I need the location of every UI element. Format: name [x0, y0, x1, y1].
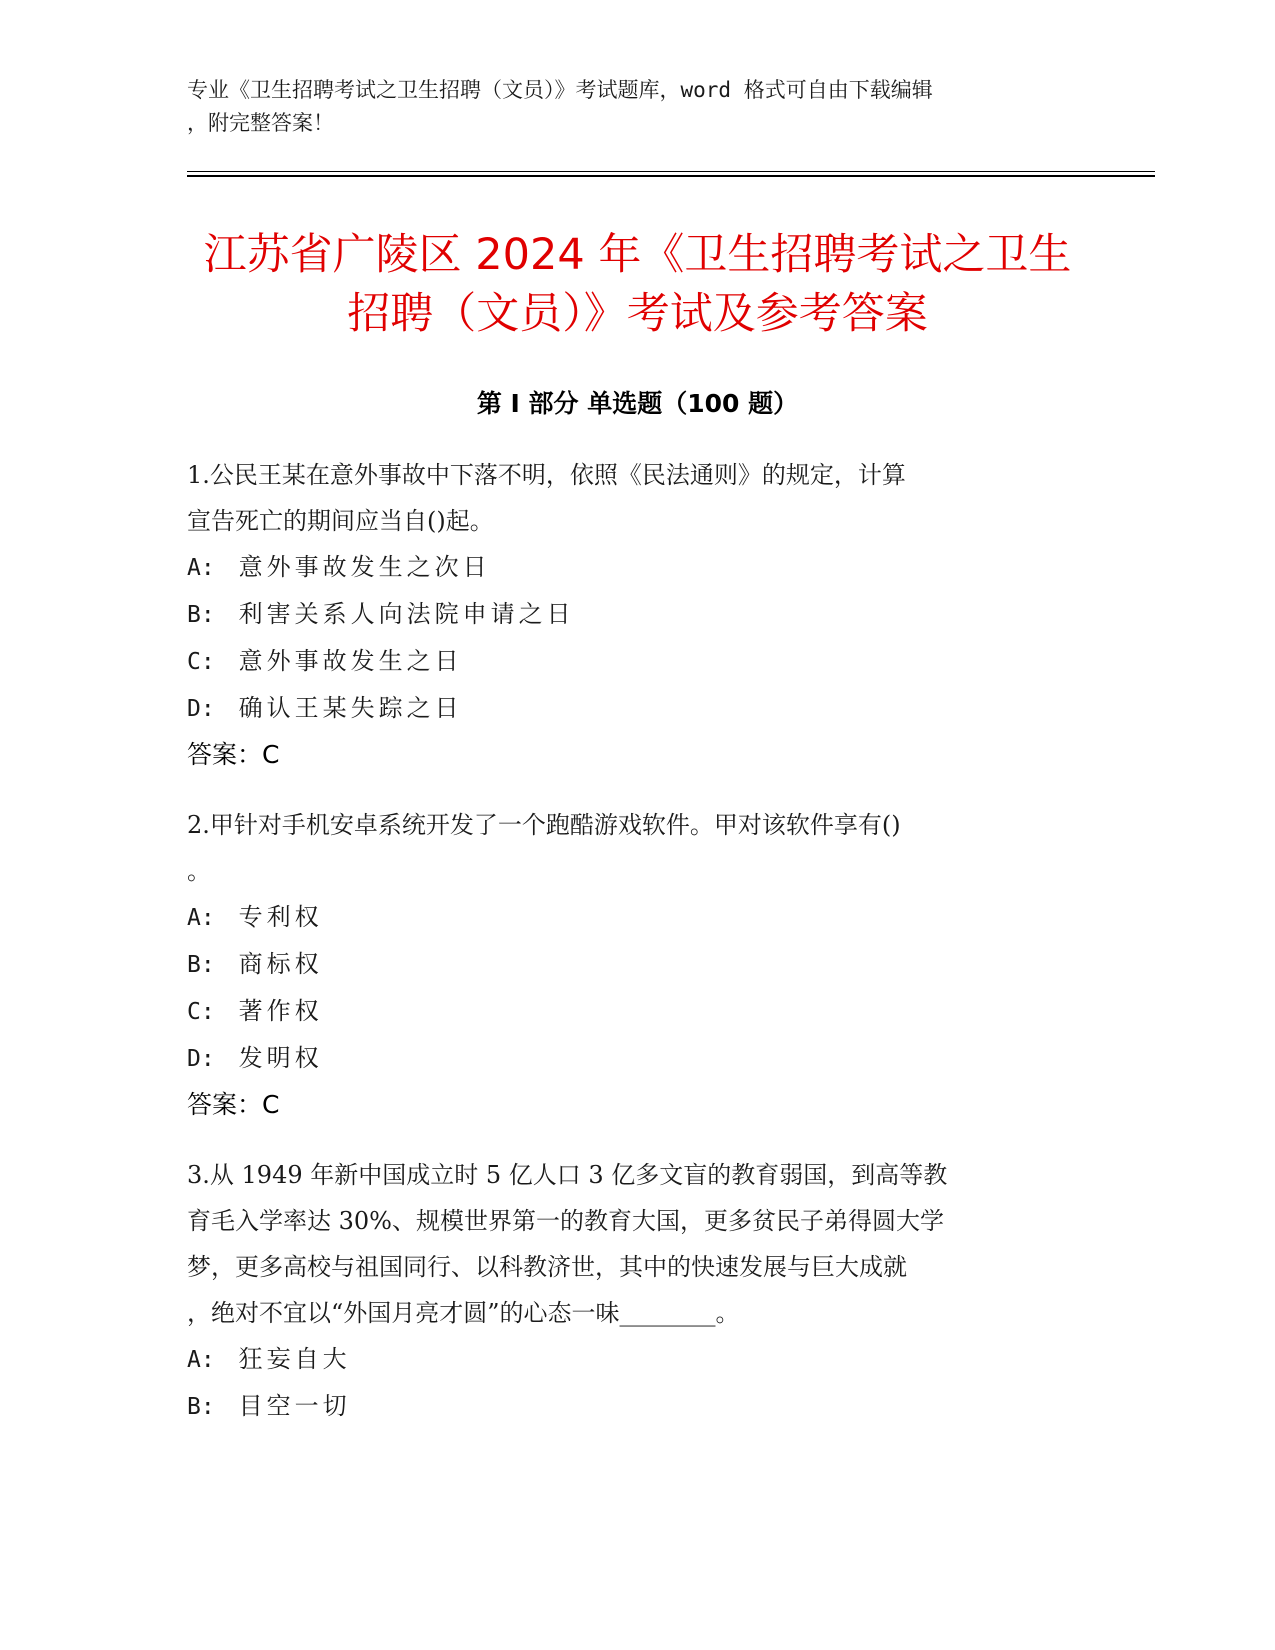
option-b [187, 941, 1082, 988]
option-text: 确认王某失踪之日 [238, 694, 463, 722]
question-stem [187, 452, 1082, 544]
question-stem-line: 1.公民王某在意外事故中下落不明，依照《民法通则》的规定，计算 [187, 461, 906, 489]
option-letter: D: [187, 696, 215, 722]
answer-line: 答案：C [187, 1090, 280, 1119]
question-stem-line: ，绝对不宜以“外国月亮才圆”的心态一味________。 [187, 1299, 740, 1327]
option-a [187, 1336, 1082, 1383]
question-stem-line: 梦，更多高校与祖国同行、以科教济世，其中的快速发展与巨大成就 [187, 1253, 907, 1281]
option-text: 专利权 [238, 903, 323, 931]
option-d [187, 685, 1082, 732]
option-text: 目空一切 [238, 1392, 351, 1420]
section-heading: 第 I 部分 单选题（100 题） [476, 389, 799, 418]
question-stem-line: 育毛入学率达 30%、规模世界第一的教育大国，更多贫民子弟得圆大学 [187, 1207, 944, 1235]
header-note-line-2: ，附完整答案！ [187, 111, 334, 135]
option-text: 利害关系人向法院申请之日 [238, 600, 575, 628]
option-a [187, 894, 1082, 941]
question-stem-line: 3.从 1949 年新中国成立时 5 亿人口 3 亿多文盲的教育弱国，到高等教 [187, 1161, 948, 1189]
option-text: 意外事故发生之日 [238, 647, 463, 675]
header-note [187, 74, 1067, 140]
option-letter: A: [187, 1347, 215, 1373]
question-2 [187, 802, 1082, 1128]
document-title-line-1: 江苏省广陵区 2024 年《卫生招聘考试之卫生 [203, 230, 1072, 280]
question-stem-line: 2.甲针对手机安卓系统开发了一个跑酷游戏软件。甲对该软件享有() [187, 811, 901, 839]
document-title [140, 226, 1135, 344]
option-letter: A: [187, 555, 215, 581]
option-b [187, 591, 1082, 638]
option-c [187, 988, 1082, 1035]
header-rule-thin [187, 171, 1155, 172]
option-letter: A: [187, 905, 215, 931]
option-text: 意外事故发生之次日 [238, 553, 491, 581]
option-letter: B: [187, 952, 215, 978]
option-letter: B: [187, 1394, 215, 1420]
question-stem [187, 802, 1082, 894]
option-letter: D: [187, 1046, 215, 1072]
question-1 [187, 452, 1082, 778]
option-text: 商标权 [238, 950, 323, 978]
option-d [187, 1035, 1082, 1082]
option-a [187, 544, 1082, 591]
option-text: 著作权 [238, 997, 323, 1025]
option-text: 狂妄自大 [238, 1345, 351, 1373]
option-b [187, 1383, 1082, 1430]
question-stem-line: 。 [187, 857, 211, 885]
option-text: 发明权 [238, 1044, 323, 1072]
document-title-line-2: 招聘（文员）》考试及参考答案 [347, 289, 928, 339]
option-letter: C: [187, 649, 215, 675]
option-letter: B: [187, 602, 215, 628]
option-c [187, 638, 1082, 685]
question-stem [187, 1152, 1082, 1336]
question-stem-line: 宣告死亡的期间应当自()起。 [187, 507, 494, 535]
header-note-line-1: 专业《卫生招聘考试之卫生招聘（文员）》考试题库，word 格式可自由下载编辑 [187, 78, 933, 102]
question-3 [187, 1152, 1082, 1430]
option-letter: C: [187, 999, 215, 1025]
header-rule-thick [187, 175, 1155, 177]
answer-line: 答案：C [187, 740, 280, 769]
